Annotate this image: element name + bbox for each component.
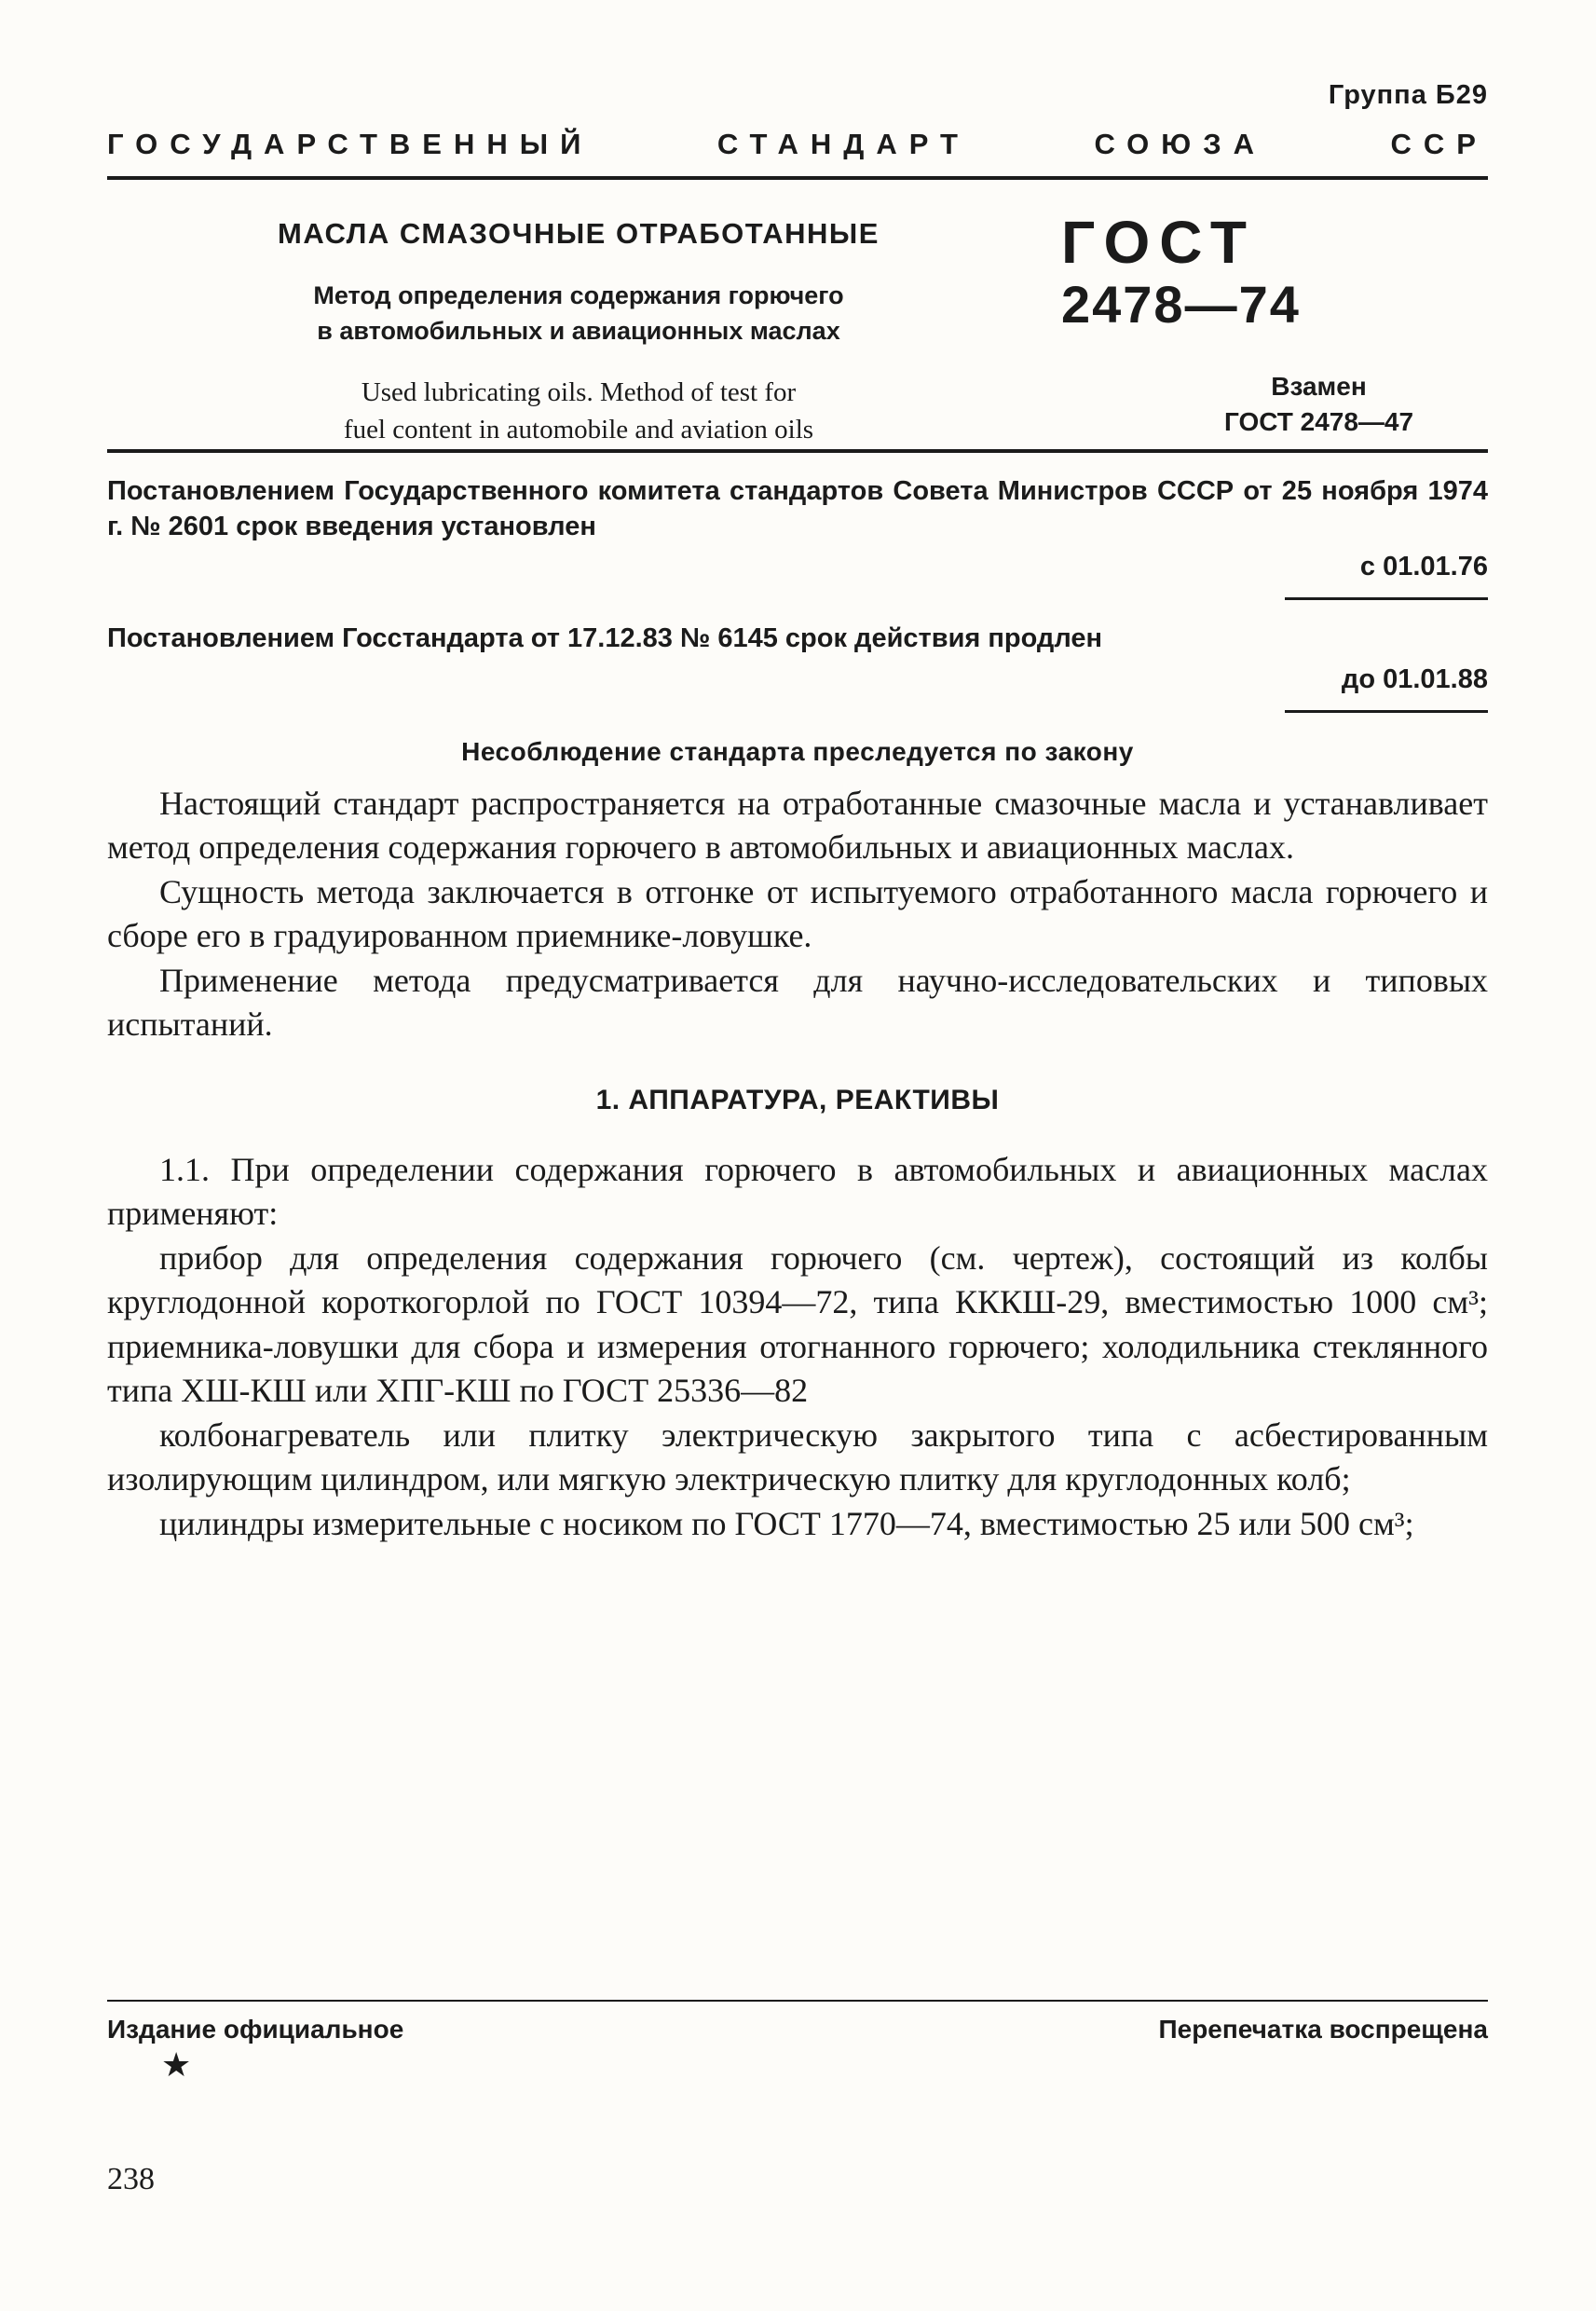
gost-code: ГОСТ <box>1061 209 1256 276</box>
standard-header: ГОСУДАРСТВЕННЫЙ СТАНДАРТ СОЮЗА ССР <box>107 128 1488 160</box>
section-paragraph: колбонагреватель или плитку электрическую закрытого типа с асбестированным изолирующим цилиндром, или мягкую электрическую плитку для круглодонных колб; <box>107 1415 1488 1498</box>
title-rule <box>107 449 1488 453</box>
decree-1-text: Постановлением Государственного комитета стандартов Совета Министров СССР от 25 ноября 1974 г. № 2601 срок введения установлен <box>107 475 1488 542</box>
section-1-body <box>107 1148 1488 1547</box>
intro-section <box>107 782 1488 1047</box>
document-title-en-line-1: Used lubricating oils. Method of test for <box>361 376 797 407</box>
section-1-heading: 1. АППАРАТУРА, РЕАКТИВЫ <box>595 1084 1000 1115</box>
title-right-column <box>1050 210 1488 449</box>
replaces-block <box>1150 369 1488 440</box>
section-paragraph: прибор для определения содержания горючего (см. чертеж), состоящий из колбы круглодонной короткогорлой по ГОСТ 10394—72, типа КККШ-29, вместимостью 1000 см³; приемника-ловушки для сбора и измерения отогнанного горючего; холодильника стеклянного типа ХШ-КШ или ХПГ-КШ по ГОСТ 25336—82 <box>107 1238 1488 1410</box>
section-paragraph: 1.1. При определении содержания горючего в автомобильных и авиационных маслах применяют: <box>107 1150 1488 1233</box>
page-footer <box>107 2000 1488 2082</box>
decree-2-date: до 01.01.88 <box>1341 663 1488 694</box>
edition-note: Издание официальное <box>107 2015 404 2044</box>
reprint-notice: Перепечатка воспрещена <box>1158 2015 1488 2044</box>
document-subtitle-line-2: в автомобильных и авиационных маслах <box>317 316 840 345</box>
title-left-column <box>107 210 1050 449</box>
title-block <box>107 210 1488 449</box>
law-notice: Несоблюдение стандарта преследуется по закону <box>461 736 1134 766</box>
intro-paragraph: Настоящий стандарт распространяется на отработанные смазочные масла и устанавливает метод определения содержания горючего в автомобильных и авиационных маслах. <box>107 784 1488 867</box>
document-subtitle <box>107 279 1050 349</box>
page-number: 238 <box>107 2162 155 2196</box>
intro-paragraph: Сущность метода заключается в отгонке от испытуемого отработанного масла горючего и сборе его в градуированном приемнике-ловушке. <box>107 872 1488 955</box>
footer-row <box>107 2015 1488 2044</box>
document-subtitle-line-1: Метод определения содержания горючего <box>313 281 844 309</box>
replaces-number: ГОСТ 2478—47 <box>1223 406 1414 436</box>
document-title-en <box>107 374 1050 449</box>
document-title: МАСЛА СМАЗОЧНЫЕ ОТРАБОТАННЫЕ <box>278 217 880 250</box>
decree-2-text: Постановлением Госстандарта от 17.12.83 № 6145 срок действия продлен <box>107 623 1103 654</box>
intro-paragraph: Применение метода предусматривается для научно-исследовательских и типовых испытаний. <box>107 961 1488 1044</box>
star-icon: ★ <box>161 2046 192 2084</box>
header-rule <box>107 176 1488 180</box>
footer-rule <box>107 2000 1488 2002</box>
decree-1-date: с 01.01.76 <box>1359 552 1488 582</box>
decree-2-rule <box>1285 710 1488 713</box>
section-paragraph: цилиндры измерительные с носиком по ГОСТ 1770—74, вместимостью 25 или 500 см³; <box>159 1504 1414 1542</box>
document-title-en-line-2: fuel content in automobile and aviation oils <box>343 415 814 445</box>
replaces-label: Взамен <box>1271 371 1367 401</box>
decree-1-rule <box>1285 597 1488 600</box>
group-label: Группа Б29 <box>1328 80 1488 110</box>
gost-number: 2478—74 <box>1061 275 1301 335</box>
